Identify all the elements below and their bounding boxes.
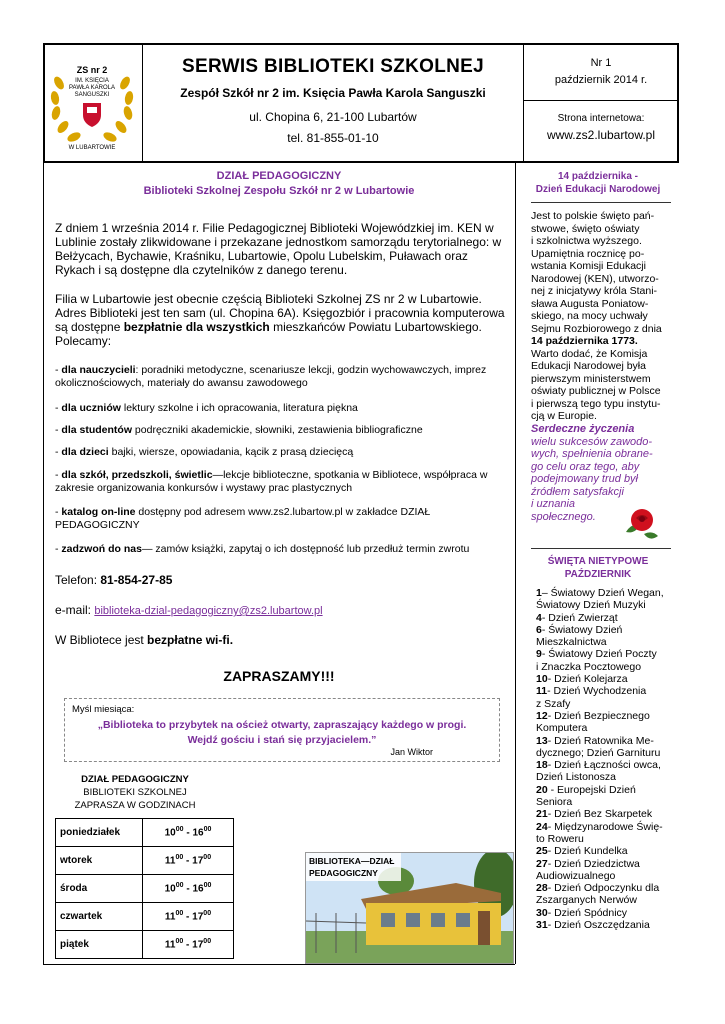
list-item: to Roweru	[536, 832, 584, 845]
list-item: dycznego; Dzień Garnituru	[536, 746, 661, 759]
logo-line-3: PAWŁA KAROLA	[68, 85, 116, 91]
side-divider	[531, 202, 671, 203]
issue-divider	[523, 100, 679, 101]
logo-cell	[43, 43, 143, 163]
list-item: 30- Dzień Spódnicy	[536, 906, 628, 919]
table-row: czwartek $11^{00} - 17^{00}$	[56, 903, 234, 931]
holidays-title-1: ŚWIĘTA NIETYPOWE	[547, 556, 649, 567]
list-item: 6- Światowy Dzień	[536, 623, 623, 636]
edu-day-date: 14 października 1773.	[531, 335, 638, 347]
list-item: - dla studentów podręczniki akademickie, słowniki, zestawienia bibliograficzne	[55, 424, 423, 436]
list-item: - dla dzieci bajki, wiersze, opowiadania, kącik z prasą dziecięcą	[55, 446, 354, 458]
logo-line-1: ZS nr 2	[76, 65, 108, 75]
dept-subtitle: Biblioteki Szkolnej Zespołu Szkół nr 2 w Lubartowie	[143, 185, 415, 197]
list-item: 10- Dzień Kolejarza	[536, 673, 628, 686]
list-item: 24- Międzynarodowe Świę-	[536, 820, 663, 833]
quote-line-1: „Biblioteka to przybytek na oścież otwarty, zapraszający każdego w progi.	[97, 719, 467, 731]
quote-label: Myśl miesiąca:	[72, 704, 135, 715]
edu-day-text: Jest to polskie święto pań- stwowe, święto oświaty i szkolnictwa wyższego. Upamiętnia rocznicę po- wstania Komisji Edukacji Narodowej (KEN), utworzo- nej z inicjatywy króla Stani- sława Augusta Poniatow- skiego, na mocy uchwały Sejmu Rozbiorowego z dnia 14 października 1773. Warto dodać, że Komisja Edukacji Narodowej była pierwszym ministerstwem oświaty publicznej w Polsce i pierwszą tego typu instytu- cją w Europie.	[531, 210, 671, 423]
list-item: Światowy Dzień Muzyki	[536, 599, 646, 612]
holidays-title-2: PAŹDZIERNIK	[564, 569, 632, 580]
list-item: Audiowizualnego	[536, 869, 616, 882]
list-item: z Szafy	[536, 697, 571, 710]
edu-day-title-2: Dzień Edukacji Narodowej	[535, 184, 661, 195]
issue-number: Nr 1	[590, 57, 612, 69]
website-link[interactable]: www.zs2.lubartow.pl	[546, 128, 656, 142]
edu-day-title-1: 14 października -	[557, 171, 639, 182]
list-item: Dzień Listonosza	[536, 771, 616, 784]
photo-caption-2: PEDAGOGICZNY	[309, 868, 378, 878]
branch-text-a: Filia w Lubartowie jest obecnie częścią Biblioteki Szkolnej ZS nr 2 w Lubartowie. Adres Biblioteki jest ten sam (ul. Chopina 6A). Księgozbiór i pracownia komputerowa są dostępne	[55, 292, 505, 334]
school-address: ul. Chopina 6, 21-100 Lubartów	[249, 110, 417, 124]
list-item: 20 - Europejski Dzień	[536, 783, 636, 796]
list-item: - katalog on-line dostępny pod adresem www.zs2.lubartow.pl w zakładce DZIAŁ PEDAGOGICZNY	[55, 506, 431, 531]
list-item: 28- Dzień Odpoczynku dla	[536, 882, 660, 895]
telephone-number[interactable]: 81-854-27-85	[100, 573, 173, 587]
list-item: Zszarganych Nerwów	[536, 894, 637, 907]
list-item: 11- Dzień Wychodzenia	[536, 685, 647, 698]
list-item: - zadzwoń do nas— zamów książki, zapytaj o ich dostępność lub przedłuż termin zwrotu	[55, 543, 470, 555]
table-row: wtorek $11^{00} - 17^{00}$	[56, 847, 234, 875]
library-photo	[305, 852, 514, 964]
school-phone: tel. 81-855-01-10	[287, 131, 379, 145]
logo-line-4: SANGUSZKI	[74, 92, 110, 98]
email-link[interactable]: biblioteka-dzial-pedagogiczny@zs2.lubartow.pl	[94, 605, 323, 617]
intro-paragraph: Z dniem 1 września 2014 r. Filie Pedagogicznej Biblioteki Wojewódzkiej im. KEN w Lublinie zostały zlikwidowane i przekazane jednostkom samorządu terytorialnego: w Bełżycach, Bychawie, Kraśniku, Lubartowie, Opolu Lubelskim, Puławach oraz Rykach i są dostępne dla czytelników z danego terenu.	[55, 221, 502, 277]
list-item: - dla szkół, przedszkoli, świetlic—lekcje biblioteczne, spotkania w Bibliotece, współpraca w zakresie organizowania konkursów i wystawy prac plastycznych	[55, 469, 488, 494]
logo-line-2: IM. KSIĘCIA	[75, 78, 109, 84]
photo-caption-1: BIBLIOTEKA—DZIAŁ	[309, 856, 395, 866]
hours-title: DZIAŁ PEDAGOGICZNY BIBLIOTEKI SZKOLNEJ ZAPRASZA W GODZINACH	[74, 774, 196, 811]
rose-icon	[620, 506, 662, 547]
hours-table	[55, 818, 234, 959]
table-row: piątek $11^{00} - 17^{00}$	[56, 931, 234, 959]
list-item: - dla uczniów lektury szkolne i ich opracowania, literatura piękna	[55, 402, 358, 414]
table-row: środa $10^{00} - 16^{00}$	[56, 875, 234, 903]
table-row: poniedziałek $10^{00} - 16^{00}$	[56, 819, 234, 847]
wishes-text: Serdeczne życzenia wielu sukcesów zawodo- wych, spełnienia obrane- go celu oraz tego, aby podejmowany trud był źródłem satysfakcji i uznania społecznego.	[531, 423, 671, 523]
email-line: e-mail: biblioteka-dzial-pedagogiczny@zs2.lubartow.pl	[55, 603, 323, 617]
page-title: SERWIS BIBLIOTEKI SZKOLNEJ	[182, 56, 484, 77]
list-item: Mieszkalnictwa	[536, 636, 607, 649]
list-item: 18- Dzień Łączności owca,	[536, 759, 661, 772]
issue-date: październik 2014 r.	[554, 74, 648, 86]
list-item: 4- Dzień Zwierząt	[536, 611, 618, 624]
telephone-line: Telefon: 81-854-27-85	[55, 573, 173, 587]
left-rule	[43, 163, 44, 964]
invitation-heading: ZAPRASZAMY!!!	[223, 668, 335, 684]
logo-line-5: W LUBARTOWIE	[68, 145, 116, 151]
list-item: 13- Dzień Ratownika Me-	[536, 734, 654, 747]
wishes-title: Serdeczne życzenia	[531, 423, 635, 435]
branch-paragraph	[55, 292, 505, 348]
list-item: 1– Światowy Dzień Wegan,	[536, 587, 664, 599]
list-item: 21- Dzień Bez Skarpetek	[536, 808, 653, 821]
website-label: Strona internetowa:	[557, 113, 645, 124]
list-item: 27- Dzień Dziedzictwa	[536, 857, 640, 870]
wifi-line: W Bibliotece jest bezpłatne wi-fi.	[55, 633, 234, 647]
list-item: 12- Dzień Bezpiecznego	[536, 709, 650, 722]
list-item: 9- Światowy Dzień Poczty	[536, 648, 657, 661]
list-item: 25- Dzień Kundelka	[536, 845, 628, 858]
side-divider	[531, 548, 671, 549]
dept-title: DZIAŁ PEDAGOGICZNY	[216, 170, 342, 182]
holidays-list	[536, 587, 676, 931]
list-item: Seniora	[536, 796, 573, 809]
branch-text-b: mieszkańców Powiatu Lubartowskiego. Polecamy:	[55, 320, 482, 348]
list-item: Komputera	[536, 722, 588, 735]
quote-author: Jan Wiktor	[390, 747, 433, 757]
quote-line-2: Wejdź gościu i stań się przyjacielem.”	[187, 734, 377, 746]
coat-of-arms-icon	[83, 103, 101, 127]
branch-text-bold: bezpłatnie dla wszystkich	[123, 320, 270, 334]
school-name: Zespół Szkół nr 2 im. Księcia Pawła Karola Sanguszki	[180, 86, 486, 100]
list-item: 31- Dzień Oszczędzania	[536, 919, 650, 932]
list-item: i Znaczka Pocztowego	[536, 660, 642, 673]
list-item: - dla nauczycieli: poradniki metodyczne, scenariusze lekcji, godzin wychowawczych, imprez okolicznościowych, materiały do awansu zawodowego	[55, 364, 487, 389]
quote-box	[64, 698, 500, 762]
school-logo	[43, 43, 141, 159]
